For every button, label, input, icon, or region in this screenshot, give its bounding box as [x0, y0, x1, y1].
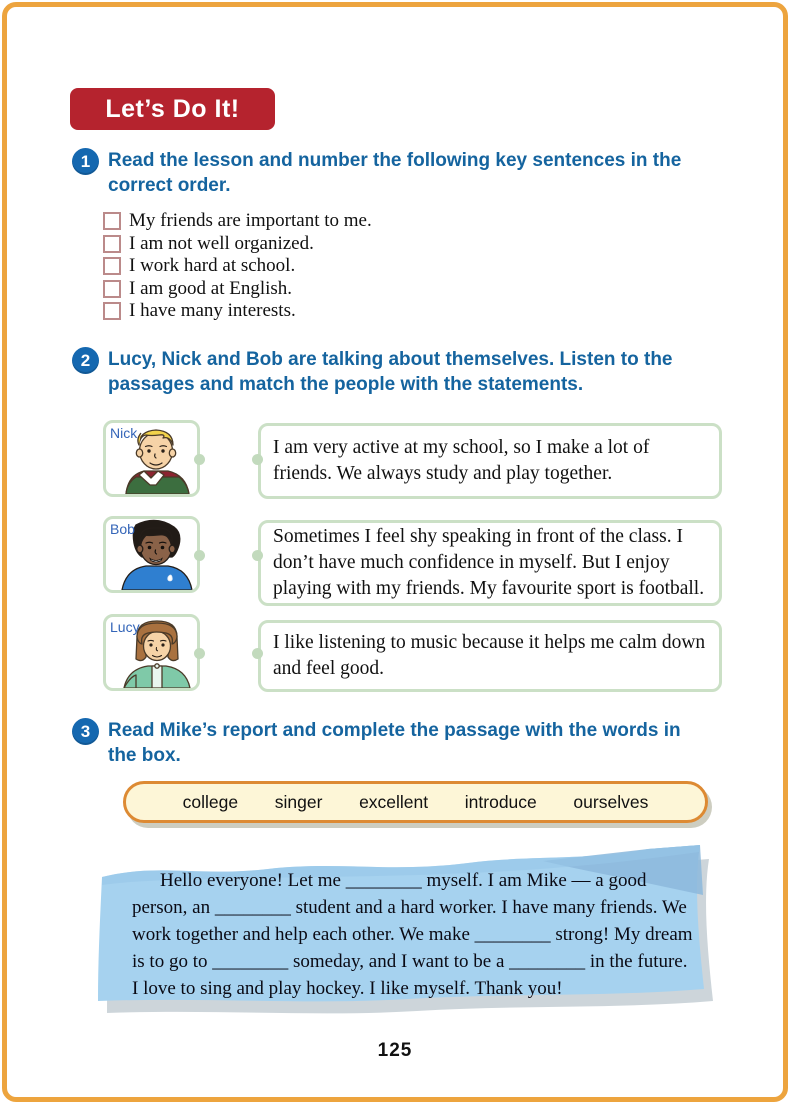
- portrait-nick: [103, 420, 200, 497]
- portrait-name-label: Nick: [110, 425, 138, 441]
- exercise2-heading: [72, 347, 722, 397]
- match-row: [103, 516, 720, 602]
- lets-do-it-banner: [70, 88, 275, 130]
- exercise1-title: Read the lesson and number the following key sentences in the correct order.: [108, 150, 682, 196]
- exercise3-title: Read Mike’s report and complete the passage with the words in the box.: [108, 720, 681, 766]
- order-checkbox[interactable]: [103, 257, 121, 275]
- exercise3-number-badge: 3: [72, 718, 99, 745]
- list-item: [103, 233, 372, 256]
- report-passage: Hello everyone! Let me ________ myself. I am Mike — a good person, an ________ student and a hard worker. I have many friends. We work together and help each other. We make ________ strong! My dream is to go to ________ someday, and I want to be a ________ in the future. I love to sing and play hockey. I like myself. Thank you!: [132, 870, 693, 999]
- statement-box: [258, 620, 722, 692]
- word-bank-word: ourselves: [573, 791, 649, 812]
- order-checkbox[interactable]: [103, 212, 121, 230]
- connector-dot-icon: [194, 648, 205, 659]
- order-checkbox[interactable]: [103, 235, 121, 253]
- key-sentence-list: [103, 210, 372, 323]
- sentence-text: I work hard at school.: [129, 255, 296, 277]
- statement-text: Sometimes I feel shy speaking in front of the class. I don’t have much confidence in myself. But I enjoy playing with my friends. My favourite sport is football.: [273, 526, 705, 599]
- list-item: [103, 300, 372, 323]
- statement-text: I like listening to music because it helps me calm down and feel good.: [273, 632, 706, 679]
- connector-dot-icon: [194, 550, 205, 561]
- list-item: [103, 210, 372, 233]
- portrait-name-label: Lucy: [110, 619, 140, 635]
- word-bank-word: introduce: [464, 791, 537, 812]
- portrait-name-label: Bob: [110, 521, 135, 537]
- statement-text: I am very active at my school, so I make a lot of friends. We always study and play together.: [273, 437, 650, 484]
- exercise3-heading: [72, 718, 722, 768]
- portrait-lucy: [103, 614, 200, 691]
- word-bank-word: college: [182, 791, 239, 812]
- sentence-text: I am not well organized.: [129, 232, 314, 254]
- connector-dot-icon: [252, 648, 263, 659]
- exercise1-heading: [72, 148, 722, 198]
- statement-box: [258, 520, 722, 606]
- list-item: [103, 278, 372, 301]
- connector-dot-icon: [252, 454, 263, 465]
- word-bank-word: excellent: [359, 791, 429, 812]
- list-item: [103, 255, 372, 278]
- connector-dot-icon: [252, 550, 263, 561]
- sentence-text: I am good at English.: [129, 277, 293, 299]
- page-number: 125: [377, 1040, 413, 1061]
- mikes-report-paper: [88, 843, 720, 1015]
- banner-label: Let’s Do It!: [105, 94, 240, 123]
- match-row: [103, 614, 720, 696]
- match-row: [103, 420, 720, 500]
- statement-box: [258, 423, 722, 499]
- order-checkbox[interactable]: [103, 302, 121, 320]
- word-bank-box: [123, 781, 708, 823]
- exercise1-number-badge: 1: [72, 148, 99, 175]
- sentence-text: My friends are important to me.: [129, 210, 372, 232]
- portrait-bob: [103, 516, 200, 593]
- exercise2-title: Lucy, Nick and Bob are talking about themselves. Listen to the passages and match the people with the statements.: [108, 349, 673, 395]
- word-bank-word: singer: [274, 791, 323, 812]
- order-checkbox[interactable]: [103, 280, 121, 298]
- exercise2-number-badge: 2: [72, 347, 99, 374]
- sentence-text: I have many interests.: [129, 300, 296, 322]
- connector-dot-icon: [194, 454, 205, 465]
